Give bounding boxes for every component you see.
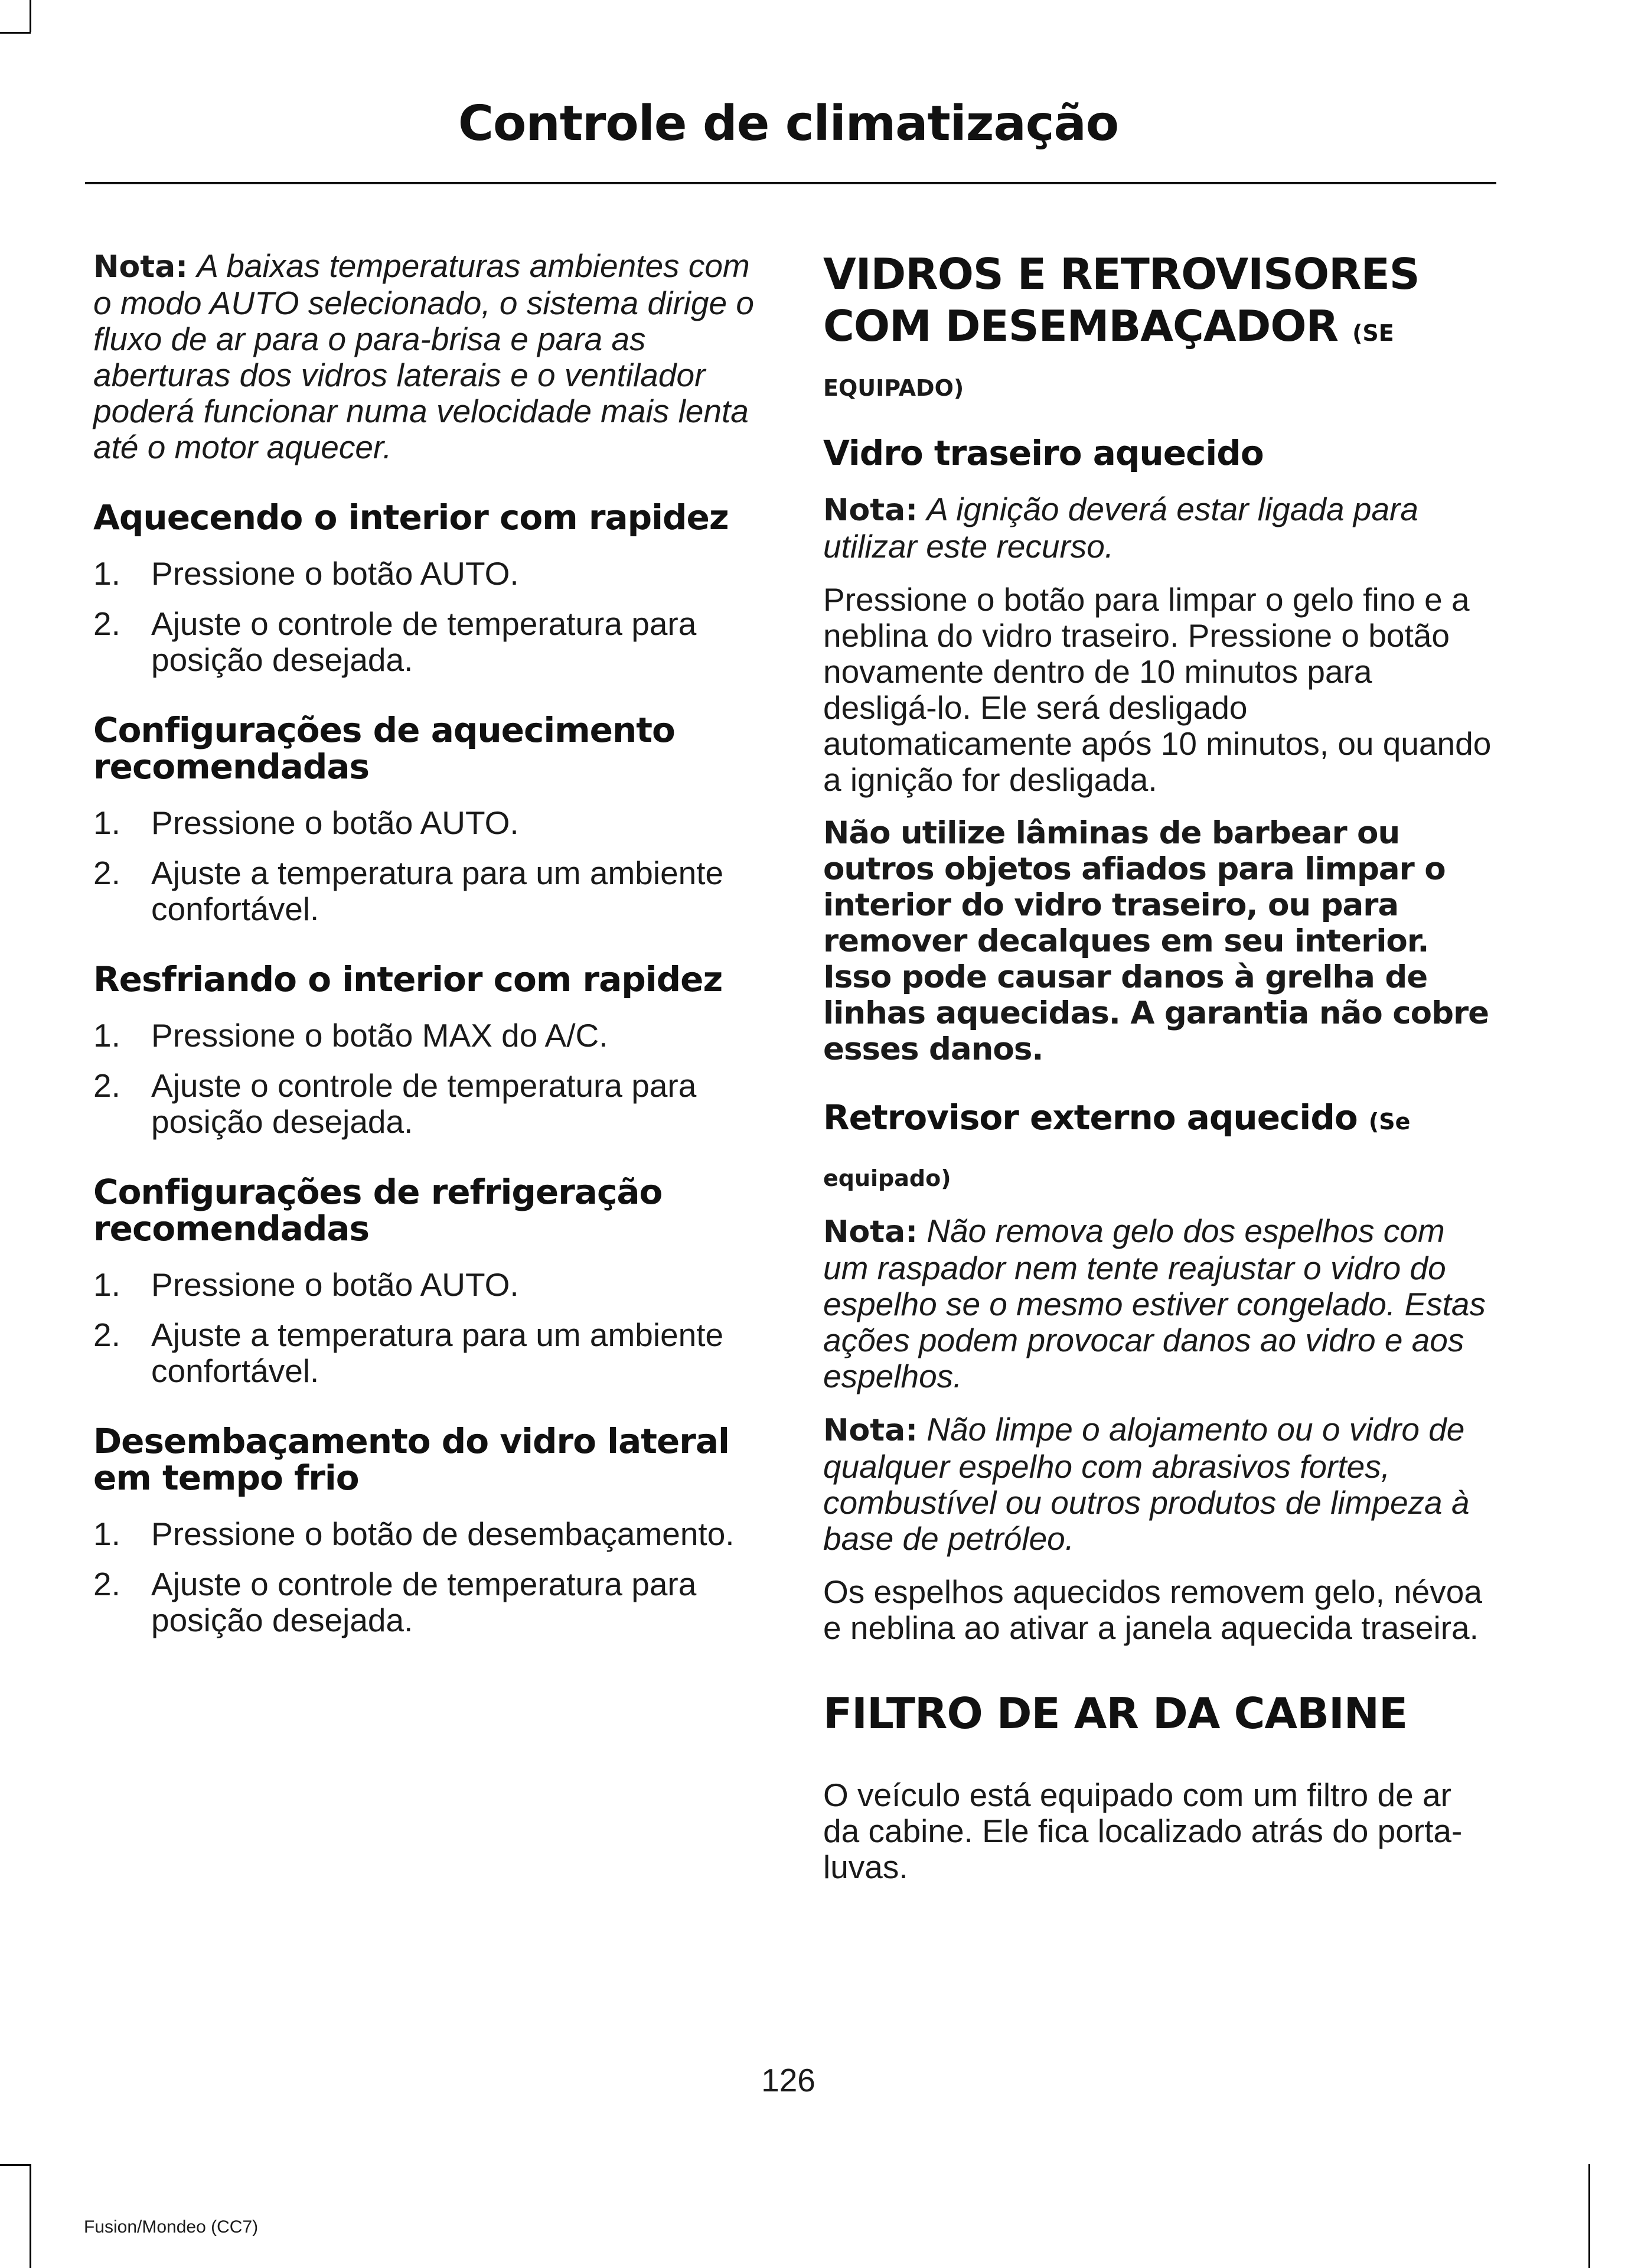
body-paragraph: O veículo está equipado com um filtro de ar da cabine. Ele fica localizado atrás do porta-luvas. (823, 1777, 1463, 1885)
step-text: Ajuste o controle de temperatura para posição desejada. (151, 605, 697, 678)
step-list (93, 556, 758, 678)
step-item (93, 805, 758, 841)
section-heading: Configurações de refrigeração recomendadas (93, 1172, 663, 1249)
crop-mark (0, 2164, 31, 2166)
step-text: Ajuste o controle de temperatura para posição desejada. (151, 1067, 697, 1140)
note-text: A ignição deverá estar ligada para utilizar este recurso. (823, 491, 1418, 565)
note-text: A baixas temperaturas ambientes com o modo AUTO selecionado, o sistema dirige o fluxo de ar para o para-brisa e para as aberturas dos vidros laterais e o ventilador poderá funcionar numa velocidade mais lenta até o motor aquecer. (93, 247, 754, 465)
note-label: Nota: (823, 1413, 918, 1448)
note-paragraph (823, 491, 1494, 565)
step-number: 2. (93, 1067, 120, 1104)
step-text: Pressione o botão AUTO. (151, 804, 519, 841)
step-item (93, 556, 758, 592)
step-text: Ajuste a temperatura para um ambiente confortável. (151, 855, 724, 927)
step-item (93, 855, 758, 927)
step-list (93, 1018, 758, 1140)
footer-text: Fusion/Mondeo (CC7) (84, 2217, 259, 2237)
note-text: Não remova gelo dos espelhos com um raspador nem tente reajustar o vidro do espelho se o mesmo estiver congelado. Estas ações podem provocar danos ao vidro e aos espelhos. (823, 1213, 1486, 1394)
section-heading: Desembaçamento do vidro lateral em tempo frio (93, 1421, 729, 1498)
step-number: 2. (93, 1566, 120, 1602)
header-rule (85, 182, 1496, 184)
crop-mark (30, 2164, 31, 2268)
note-paragraph (93, 248, 758, 465)
section-heading: Aquecendo o interior com rapidez (93, 497, 729, 537)
crop-mark (1588, 2164, 1590, 2268)
subsection-qualifier: (Se (1368, 1109, 1411, 1135)
crop-mark (30, 0, 31, 32)
section-heading: Resfriando o interior com rapidez (93, 959, 723, 999)
step-number: 1. (93, 804, 120, 841)
page-number: 126 (761, 2062, 815, 2098)
step-item (93, 1018, 758, 1054)
step-number: 1. (93, 1266, 120, 1303)
section-heading: Configurações de aquecimento recomendadas (93, 710, 675, 787)
step-list (93, 1267, 758, 1389)
step-item (93, 1317, 758, 1389)
step-text: Pressione o botão MAX do A/C. (151, 1017, 608, 1054)
step-text: Pressione o botão AUTO. (151, 1266, 519, 1303)
step-number: 1. (93, 1516, 120, 1552)
step-text: Pressione o botão de desembaçamento. (151, 1516, 735, 1552)
step-item (93, 606, 758, 678)
step-text: Ajuste o controle de temperatura para posição desejada. (151, 1566, 697, 1638)
step-item (93, 1267, 758, 1303)
step-number: 1. (93, 555, 120, 592)
step-number: 2. (93, 605, 120, 642)
step-number: 1. (93, 1017, 120, 1054)
page-title: Controle de climatização (458, 96, 1119, 152)
note-label: Nota: (823, 493, 918, 528)
step-item (93, 1068, 758, 1140)
body-paragraph: Pressione o botão para limpar o gelo fino e a neblina do vidro traseiro. Pressione o botão novamente dentro de 10 minutos para desligá-lo. Ele será desligado automaticamente após 10 minutos, ou quando a ignição for desligada. (823, 581, 1492, 798)
step-number: 2. (93, 1317, 120, 1353)
subsection-qualifier-cont: equipado) (823, 1165, 951, 1191)
step-list (93, 805, 758, 927)
warning-paragraph: Não utilize lâminas de barbear ou outros objetos afiados para limpar o interior do vidro traseiro, ou para remover decalques em seu interior. Isso pode causar danos à grelha de linhas aquecidas. A garantia não cobre esses danos. (823, 815, 1489, 1067)
subsection-heading (823, 1099, 1494, 1140)
section-title (823, 248, 1494, 359)
note-paragraph (823, 1213, 1494, 1394)
step-text: Ajuste a temperatura para um ambiente confortável. (151, 1317, 724, 1389)
section-qualifier: (SE (1352, 320, 1394, 346)
note-label: Nota: (93, 249, 188, 285)
body-paragraph: Os espelhos aquecidos removem gelo, névoa e neblina ao ativar a janela aquecida traseira. (823, 1573, 1482, 1646)
section-title-text: VIDROS E RETROVISORES COM DESEMBAÇADOR (823, 249, 1420, 351)
step-item (93, 1516, 758, 1552)
right-column (823, 248, 1494, 1902)
section-qualifier-cont: EQUIPADO) (823, 375, 964, 401)
step-item (93, 1566, 758, 1638)
note-label: Nota: (823, 1214, 918, 1250)
step-text: Pressione o botão AUTO. (151, 555, 519, 592)
step-number: 2. (93, 855, 120, 891)
note-text: Não limpe o alojamento ou o vidro de qualquer espelho com abrasivos fortes, combustível ou outros produtos de limpeza à base de petróleo. (823, 1411, 1470, 1557)
crop-mark (0, 32, 31, 34)
section-title: FILTRO DE AR DA CABINE (823, 1689, 1408, 1738)
note-paragraph (823, 1412, 1494, 1557)
subsection-heading: Vidro traseiro aquecido (823, 433, 1264, 473)
left-column (93, 248, 758, 1653)
step-list (93, 1516, 758, 1638)
subsection-heading-text: Retrovisor externo aquecido (823, 1097, 1358, 1138)
